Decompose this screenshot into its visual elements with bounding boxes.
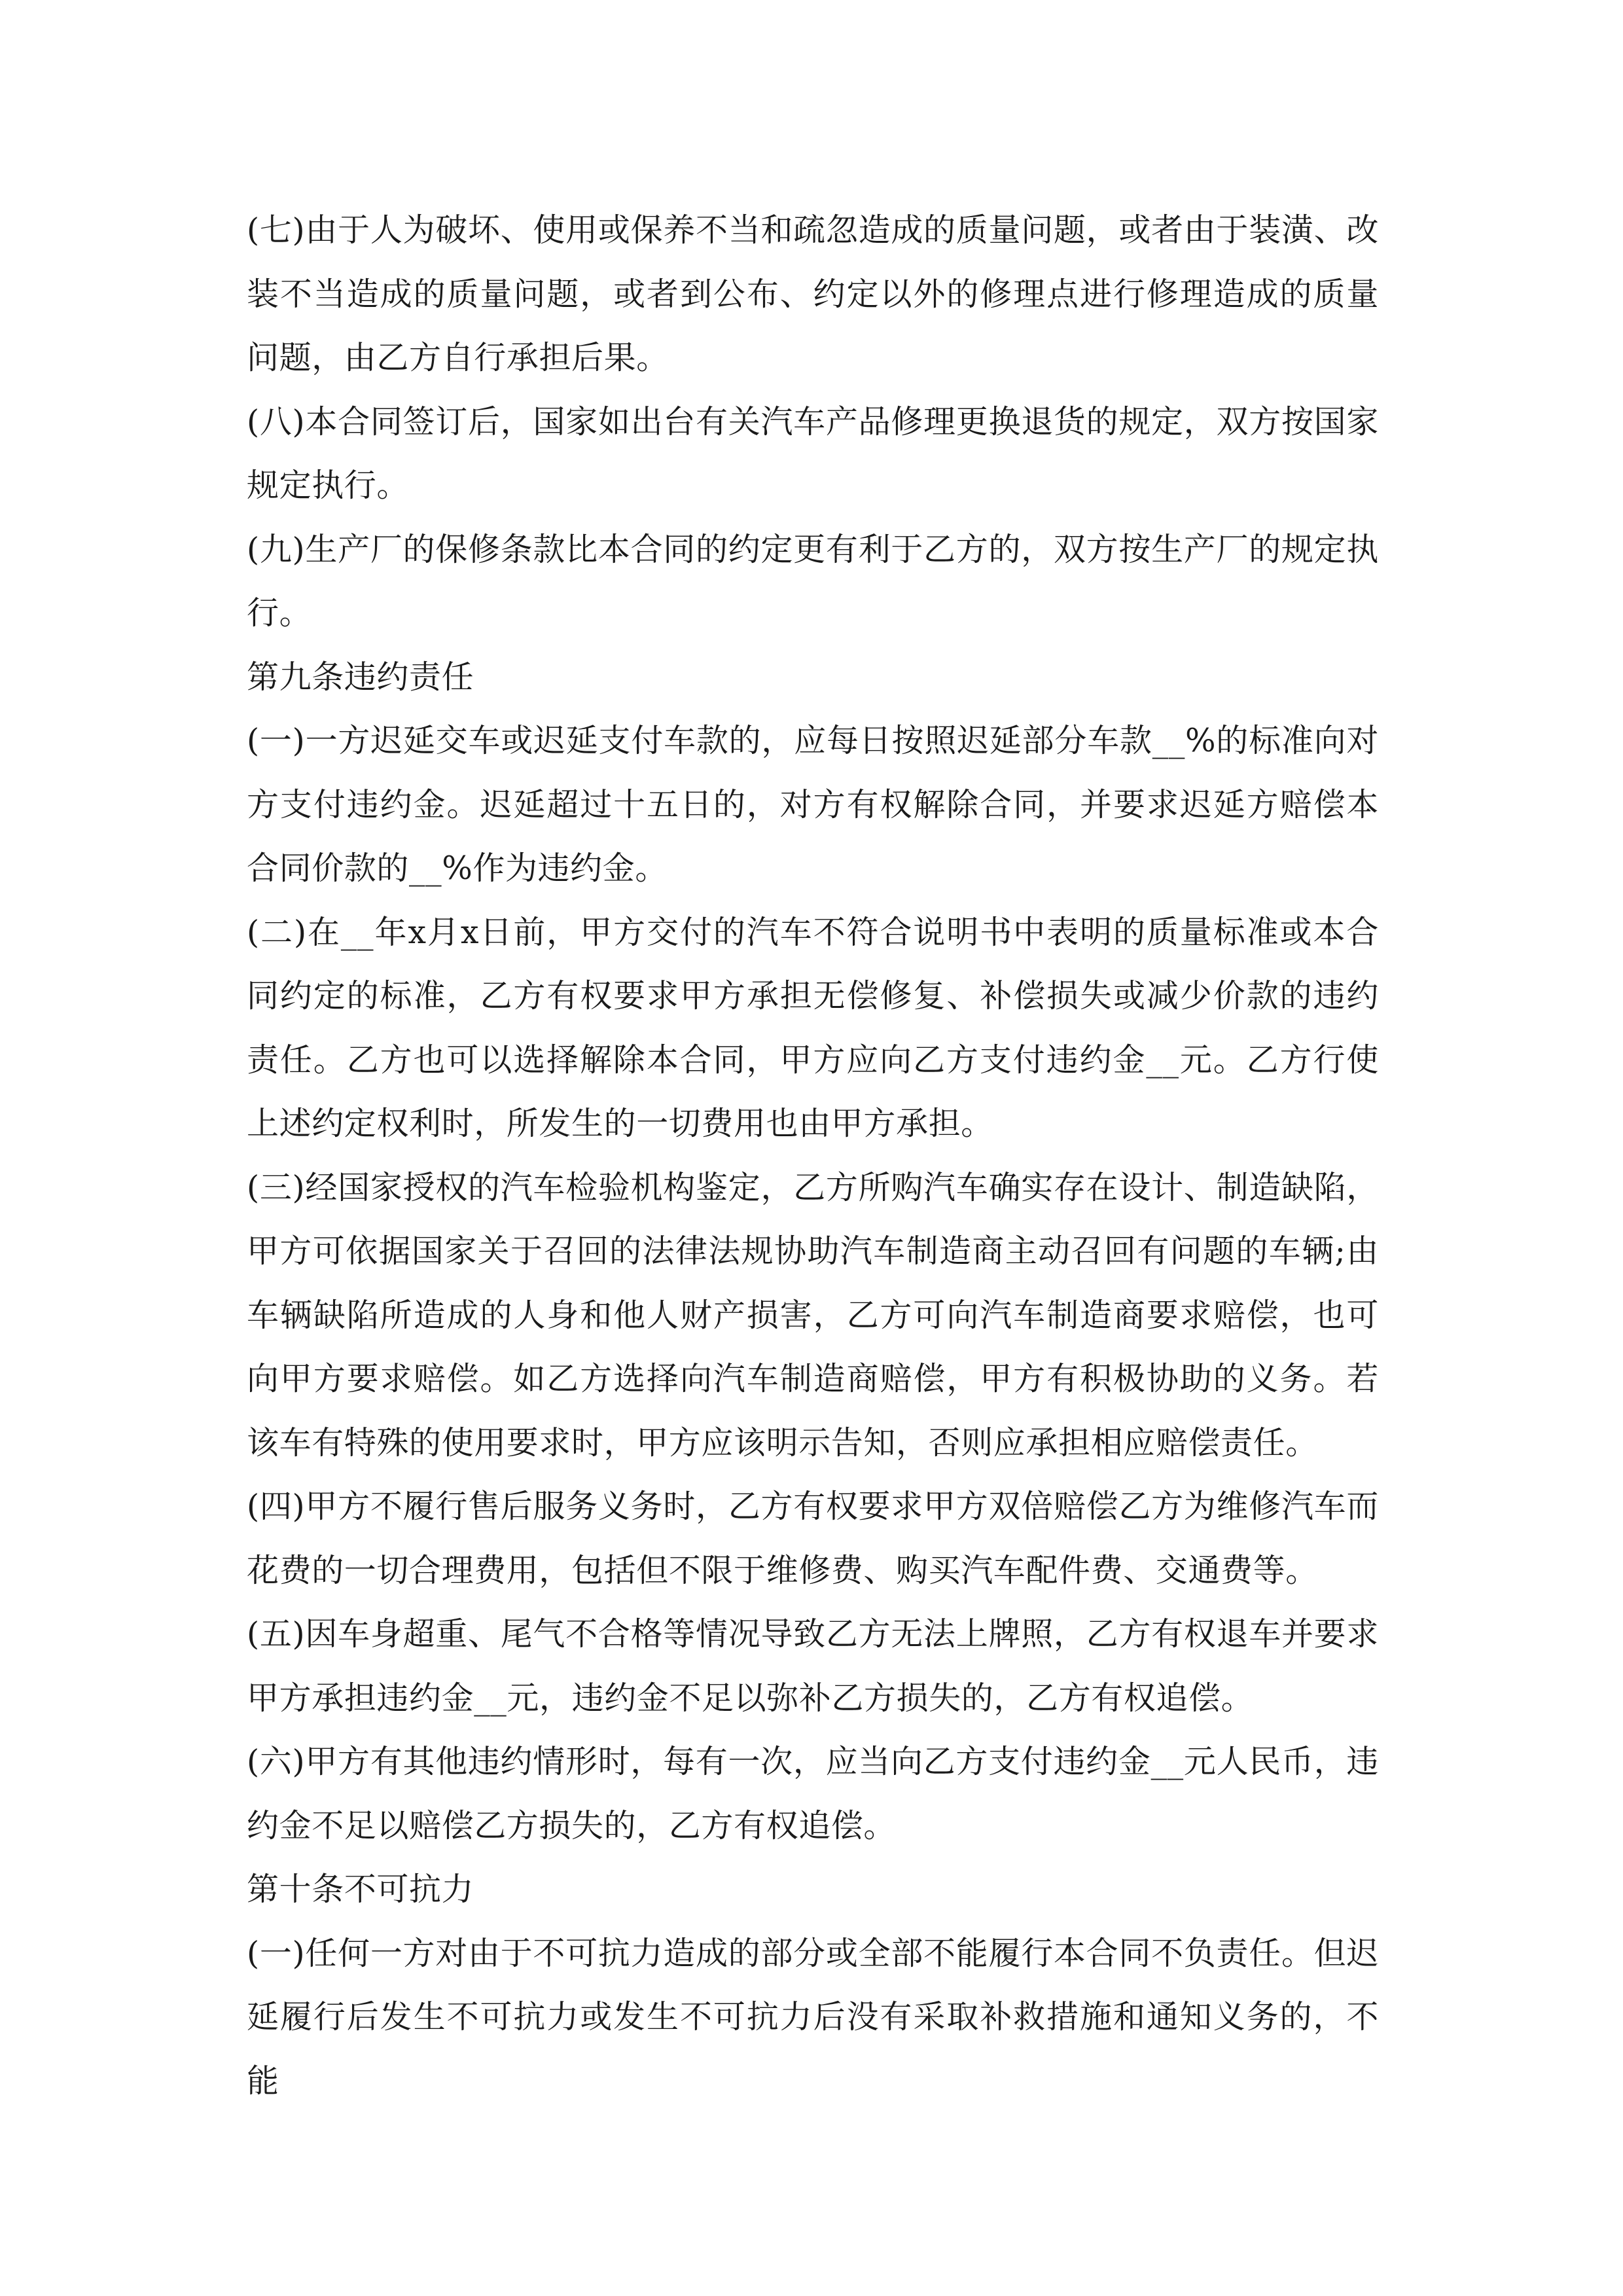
clause-8-paragraph: (八)本合同签订后，国家如出台有关汽车产品修理更换退货的规定，双方按国家规定执行。 bbox=[247, 403, 1379, 504]
article-9-clause-6-paragraph: (六)甲方有其他违约情形时，每有一次，应当向乙方支付违约金__元人民币，违约金不足以赔偿乙方损失的，乙方有权追偿。 bbox=[247, 1743, 1379, 1844]
article-9-clause-2-paragraph: (二)在__年x月x日前，甲方交付的汽车不符合说明书中表明的质量标准或本合同约定的标准，乙方有权要求甲方承担无偿修复、补偿损失或减少价款的违约责任。乙方也可以选择解除本合同，甲方应向乙方支付违约金__元。乙方行使上述约定权利时，所发生的一切费用也由甲方承担。 bbox=[247, 913, 1379, 1142]
article-9-clause-3-paragraph: (三)经国家授权的汽车检验机构鉴定，乙方所购汽车确实存在设计、制造缺陷，甲方可依据国家关于召回的法律法规协助汽车制造商主动召回有问题的车辆;由车辆缺陷所造成的人身和他人财产损害，乙方可向汽车制造商要求赔偿，也可向甲方要求赔偿。如乙方选择向汽车制造商赔偿，甲方有积极协助的义务。若该车有特殊的使用要求时，甲方应该明示告知，否则应承担相应赔偿责任。 bbox=[247, 1168, 1379, 1462]
article-9-clause-5-paragraph: (五)因车身超重、尾气不合格等情况导致乙方无法上牌照，乙方有权退车并要求甲方承担违约金__元，违约金不足以弥补乙方损失的，乙方有权追偿。 bbox=[247, 1615, 1379, 1717]
article-9-heading: 第九条违约责任 bbox=[247, 658, 474, 696]
article-10-clause-1-paragraph: (一)任何一方对由于不可抗力造成的部分或全部不能履行本合同不负责任。但迟延履行后发生不可抗力或发生不可抗力后没有采取补救措施和通知义务的，不能 bbox=[247, 1934, 1379, 2100]
article-9-clause-1-paragraph: (一)一方迟延交车或迟延支付车款的，应每日按照迟延部分车款__%的标准向对方支付违约金。迟延超过十五日的，对方有权解除合同，并要求迟延方赔偿本合同价款的__%作为违约金。 bbox=[247, 722, 1379, 887]
article-10-heading: 第十条不可抗力 bbox=[247, 1871, 474, 1908]
document-body bbox=[247, 198, 1379, 2113]
article-9-clause-4-paragraph: (四)甲方不履行售后服务义务时，乙方有权要求甲方双倍赔偿乙方为维修汽车而花费的一切合理费用，包括但不限于维修费、购买汽车配件费、交通费等。 bbox=[247, 1488, 1379, 1589]
clause-7-paragraph: (七)由于人为破坏、使用或保养不当和疏忽造成的质量问题，或者由于装潢、改装不当造成的质量问题，或者到公布、约定以外的修理点进行修理造成的质量问题，由乙方自行承担后果。 bbox=[247, 211, 1379, 376]
clause-9-paragraph: (九)生产厂的保修条款比本合同的约定更有利于乙方的，双方按生产厂的规定执行。 bbox=[247, 530, 1379, 632]
